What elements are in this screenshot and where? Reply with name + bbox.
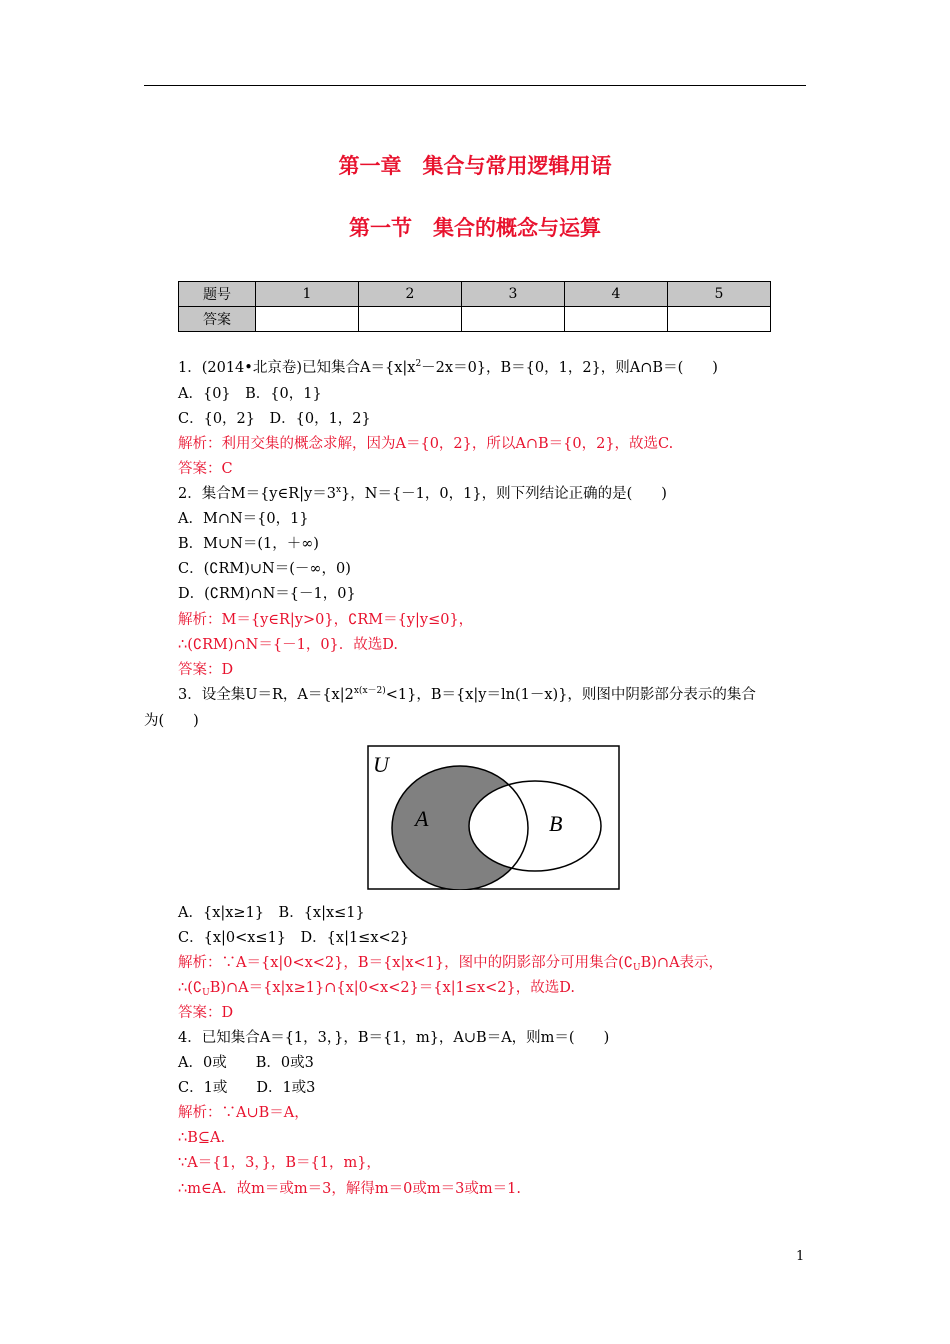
venn-label-a: A bbox=[415, 806, 429, 831]
answer-cell bbox=[359, 307, 462, 332]
venn-label-b: B bbox=[549, 811, 563, 836]
question-number-cell: 2 bbox=[359, 282, 462, 307]
q2-answer: 答案：D bbox=[178, 662, 234, 678]
q1-answer: 答案：C bbox=[178, 461, 233, 477]
question-number-label: 题号 bbox=[179, 282, 256, 307]
answer-cell bbox=[668, 307, 771, 332]
q2-analysis-line1: 解析：M＝{y∈R|y>0}，∁RM＝{y|y≤0}， bbox=[178, 612, 474, 628]
q3-options-ab: A．{x|x≥1} B．{x|x≤1} bbox=[178, 905, 365, 921]
venn-label-u: U bbox=[373, 752, 389, 777]
answer-cell bbox=[462, 307, 565, 332]
q2-option-c: C．(∁RM)∪N＝(－∞，0) bbox=[178, 561, 351, 577]
q2-option-d: D．(∁RM)∩N＝{－1，0} bbox=[178, 586, 356, 602]
q3-answer: 答案：D bbox=[178, 1005, 234, 1021]
q3-options-cd: C．{x|0<x≤1} D．{x|1≤x<2} bbox=[178, 930, 410, 946]
q1-analysis: 解析：利用交集的概念求解，因为A＝{0，2}，所以A∩B＝{0，2}，故选C. bbox=[178, 436, 674, 452]
answer-label: 答案 bbox=[179, 307, 256, 332]
question-number-cell: 1 bbox=[256, 282, 359, 307]
answer-table bbox=[178, 281, 771, 332]
q4-analysis-line2: ∴B⊆A. bbox=[178, 1130, 226, 1146]
q4-stem: 4．已知集合A＝{1，3，}，B＝{1，m}，A∪B＝A，则m＝( ) bbox=[178, 1030, 610, 1046]
q2-option-b: B．M∪N＝(1，＋∞) bbox=[178, 536, 319, 552]
chapter-title: 第一章 集合与常用逻辑用语 bbox=[338, 154, 612, 178]
section-title: 第一节 集合的概念与运算 bbox=[349, 216, 601, 240]
q2-option-a: A．M∩N＝{0，1} bbox=[178, 511, 309, 527]
q4-analysis-line4: ∴m∈A．故m＝或m＝3，解得m＝0或m＝3或m＝1. bbox=[178, 1181, 521, 1197]
question-number-cell: 5 bbox=[668, 282, 771, 307]
q2-analysis-line2: ∴(∁RM)∩N＝{－1，0}．故选D. bbox=[178, 637, 398, 653]
page-number: 1 bbox=[796, 1249, 805, 1264]
answer-table-answer-row bbox=[179, 307, 771, 332]
question-number-cell: 3 bbox=[462, 282, 565, 307]
q3-stem-line2: 为( ) bbox=[144, 713, 199, 729]
q4-options-ab: A．0或 B．0或3 bbox=[178, 1055, 314, 1071]
q1-stem: 1．(2014•北京卷)已知集合$A=\{x|x^2-2x=0\}$，B＝{0，1，2}，则A∩B＝( ) bbox=[178, 359, 718, 376]
q4-options-cd: C．1或 D．1或3 bbox=[178, 1080, 316, 1096]
answer-cell bbox=[565, 307, 668, 332]
q4-analysis-line1: 解析：∵A∪B＝A， bbox=[178, 1105, 309, 1121]
q2-stem: 2．集合$M=\{y\in R|y=3^x\}$，N＝{－1，0，1}，则下列结论正确的是( ) bbox=[178, 485, 667, 502]
answer-table-number-row bbox=[179, 282, 771, 307]
q3-analysis-line1: 解析：∵A＝{x|0<x<2}，B＝{x|x<1}，图中的阴影部分可用集合$(∁_UB)\cap A$表示， bbox=[178, 955, 724, 973]
q4-analysis-line3: ∵A＝{1，3，}，B＝{1，m}， bbox=[178, 1155, 381, 1171]
question-number-cell: 4 bbox=[565, 282, 668, 307]
q1-options-ab: A．{0} B．{0，1} bbox=[178, 386, 322, 402]
answer-cell bbox=[256, 307, 359, 332]
q3-stem: 3．设全集U＝R，$A=\{x|2^{x(x-2)}<1\}$，B＝{x|y＝ln(1－x)}，则图中阴影部分表示的集合 bbox=[178, 686, 756, 703]
venn-diagram bbox=[367, 745, 620, 890]
header-rule bbox=[144, 85, 806, 86]
q3-analysis-line2: $\therefore(∁_UB)\cap A=\{x|x\ge 1\}\cap\{x|0<x<2\}=\{x|1\le x<2\}$，故选D. bbox=[178, 980, 575, 998]
q1-options-cd: C．{0，2} D．{0，1，2} bbox=[178, 411, 371, 427]
